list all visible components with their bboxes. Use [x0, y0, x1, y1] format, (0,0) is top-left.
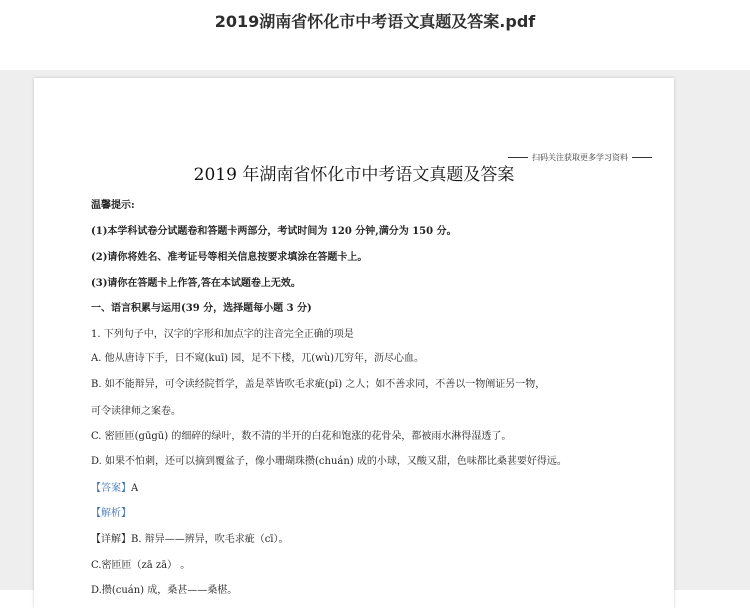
document-file-title: 2019湖南省怀化市中考语文真题及答案.pdf [214, 12, 536, 31]
detail-line-1 [91, 530, 289, 545]
option-b-continued: 可令读律师之案卷。 [91, 406, 181, 417]
tips-title: 温馨提示: [91, 200, 135, 211]
promo-dash-left [508, 157, 528, 158]
analysis-label: 【解析】 [91, 508, 131, 519]
tip-3: (3)请你在答题卡上作答,答在本试题卷上无效。 [91, 278, 301, 289]
answer-value: A [131, 483, 139, 494]
viewer-header [0, 0, 750, 70]
option-c: C. 密匝匝(gūgū) 的细碎的绿叶，数不清的半开的白花和饱涨的花骨朵，都被雨水淋得湿透了。 [91, 431, 512, 442]
tip-1: (1)本学科试卷分试题卷和答题卡两部分，考试时间为 120 分钟,满分为 150 分。 [91, 226, 457, 237]
detail-line-c: C.密匝匝（zā zā） 。 [91, 560, 191, 571]
question-stem: 1. 下列句子中，汉字的字形和加点字的注音完全正确的项是 [91, 329, 354, 340]
detail-line-d: D.攒(cuán) 成，桑甚——桑椹。 [91, 585, 238, 596]
option-b: B. 如不能辩异，可令读经院哲学，盖是萃皆吹毛求疵(pī) 之人；如不善求同，不善以一物阐证另一物， [91, 379, 546, 390]
answer-line [91, 479, 138, 494]
answer-label: 【答案】 [91, 483, 131, 494]
pdf-page [34, 78, 674, 608]
page-heading: 2019 年湖南省怀化市中考语文真题及答案 [193, 165, 515, 185]
section-heading: 一、语言积累与运用(39 分，选择题每小题 3 分) [91, 303, 312, 314]
detail-b: B. 辩异——辨异，吹毛求疵（cī）。 [131, 534, 289, 545]
option-a: A. 他从唐诗下手，日不窥(kuī) 园，足不下楼，兀(wù)兀穷年，沥尽心血。 [91, 353, 425, 364]
tip-2: (2)请你将姓名、准考证号等相关信息按要求填涂在答题卡上。 [91, 252, 368, 263]
promo-dash-right [632, 157, 652, 158]
option-d: D. 如果不怕刺，还可以摘到覆盆子，像小珊瑚珠攒(chuán) 成的小球，又酸又甜，色味都比桑葚要好得远。 [91, 456, 567, 467]
detail-label: 【详解】 [91, 534, 131, 545]
promo-text: 扫码关注获取更多学习资料 [532, 153, 628, 162]
